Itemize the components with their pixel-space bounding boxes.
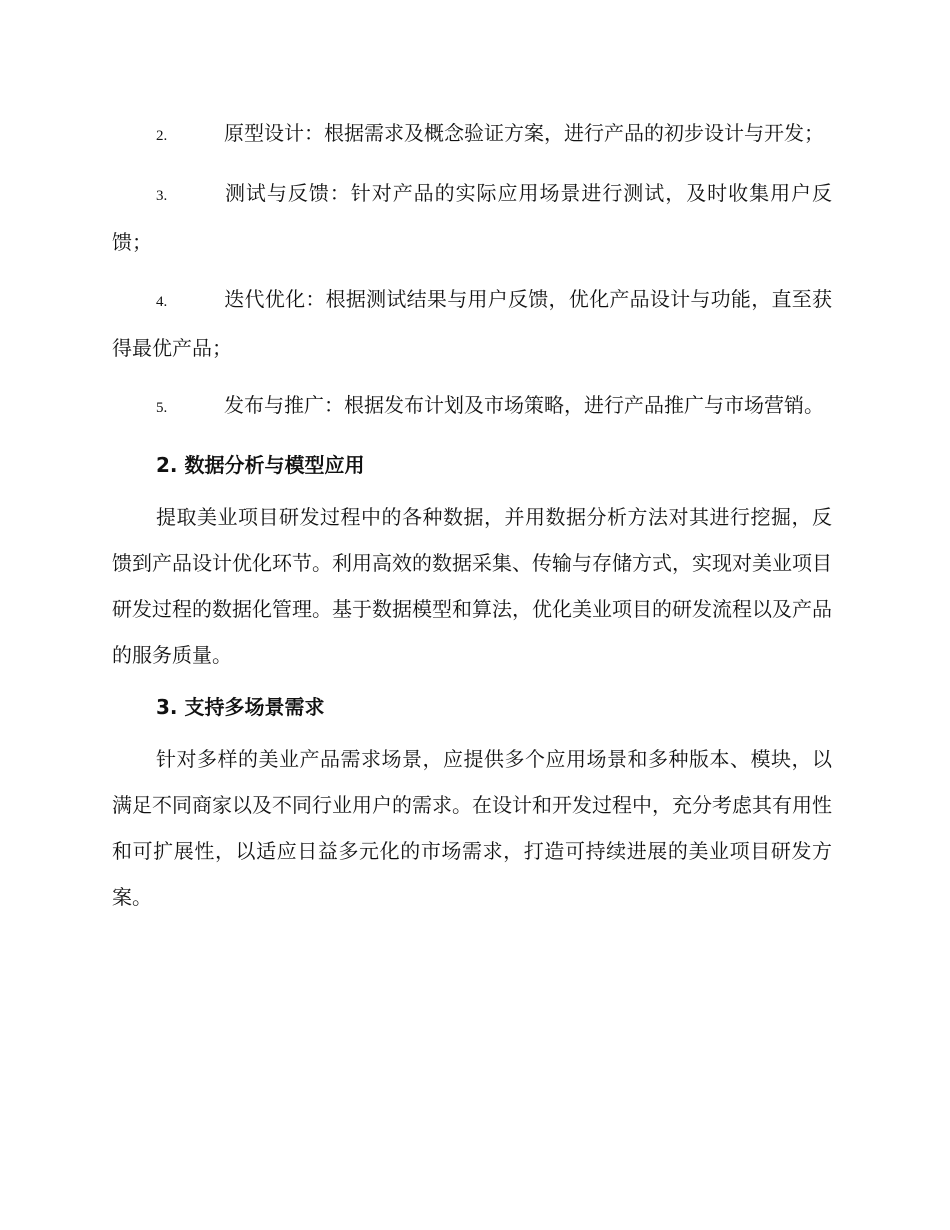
list-item-text: 原型设计：根据需求及概念验证方案，进行产品的初步设计与开发； bbox=[224, 121, 824, 145]
list-item-number: 5. bbox=[156, 400, 168, 416]
list-item-text: 测试与反馈：针对产品的实际应用场景进行测试，及时收集用户反馈； bbox=[112, 181, 832, 254]
list-item bbox=[112, 382, 832, 431]
list-item-number: 4. bbox=[156, 294, 168, 310]
section-paragraph-data-analysis: 提取美业项目研发过程中的各种数据，并用数据分析方法对其进行挖掘，反馈到产品设计优化环节。利用高效的数据采集、传输与存储方式，实现对美业项目研发过程的数据化管理。基于数据模型和算法，优化美业项目的研发流程以及产品的服务质量。 bbox=[112, 505, 832, 667]
document-content bbox=[112, 110, 832, 926]
list-item-number: 2. bbox=[156, 128, 168, 144]
list-item-number: 3. bbox=[156, 188, 168, 204]
list-item-text: 发布与推广：根据发布计划及市场策略，进行产品推广与市场营销。 bbox=[224, 393, 824, 417]
list-item bbox=[112, 276, 832, 371]
section-heading-data-analysis: 2. 数据分析与模型应用 bbox=[156, 453, 365, 477]
section-paragraph-multi-scenario: 针对多样的美业产品需求场景，应提供多个应用场景和多种版本、模块，以满足不同商家以及不同行业用户的需求。在设计和开发过程中，充分考虑其有用性和可扩展性，以适应日益多元化的市场需求，打造可持续进展的美业项目研发方案。 bbox=[112, 747, 832, 909]
list-item bbox=[112, 110, 832, 159]
section-heading-multi-scenario: 3. 支持多场景需求 bbox=[156, 695, 325, 719]
list-item-text: 迭代优化：根据测试结果与用户反馈，优化产品设计与功能，直至获得最优产品； bbox=[112, 287, 832, 360]
list-item bbox=[112, 170, 832, 265]
